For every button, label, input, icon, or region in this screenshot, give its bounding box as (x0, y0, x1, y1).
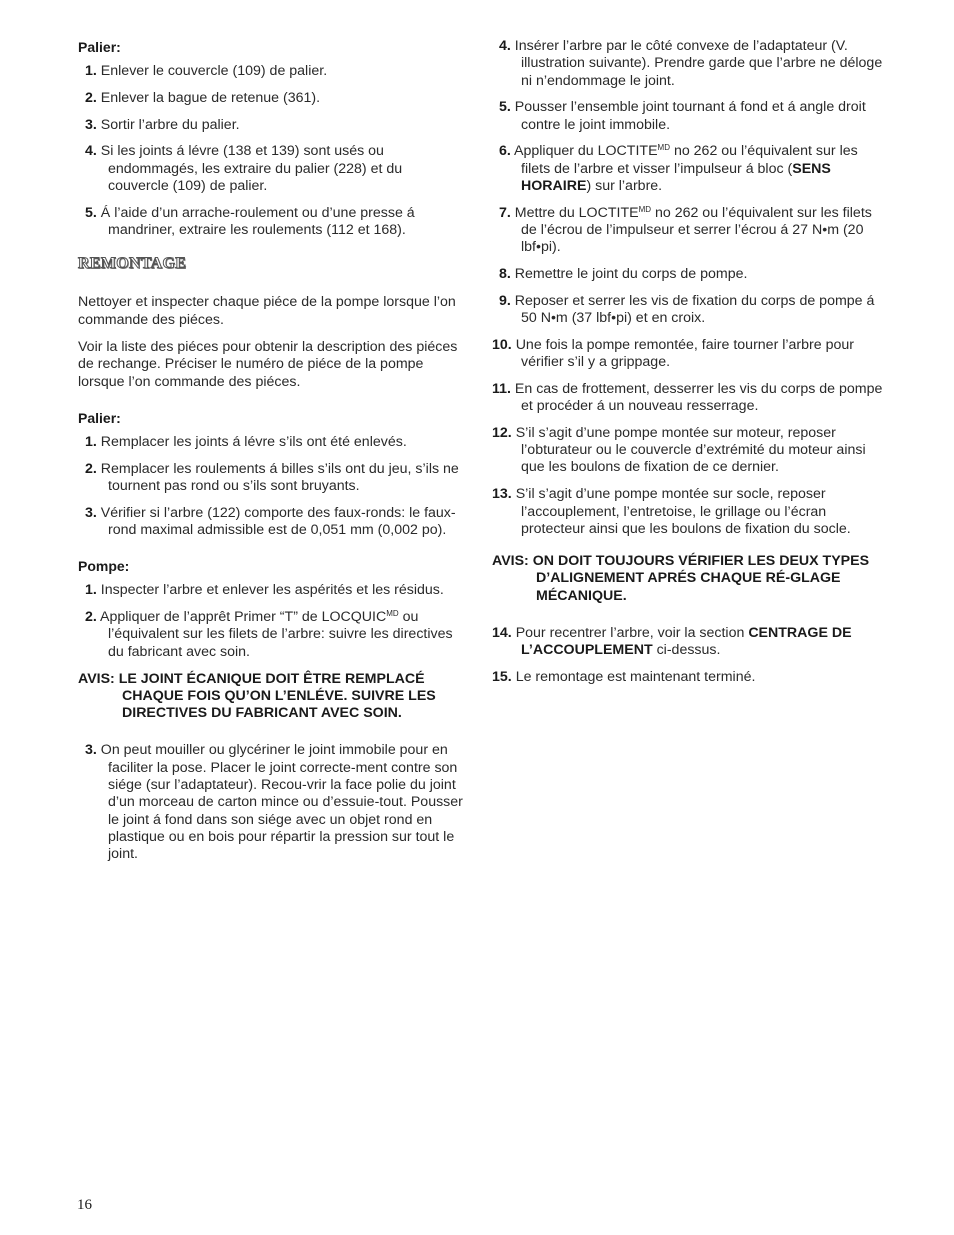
list-item: 13. S’il s’agit d’une pompe montée sur socle, reposer l’accouplement, l’entretoise, le grillage ou l’écran protecteur ainsi que les boulons de fixation du socle. (492, 486, 851, 537)
list-item: 9. Reposer et serrer les vis de fixation du corps de pompe á 50 N•m (37 lbf•pi) et en croix. (499, 293, 875, 327)
list-item: 1. Inspecter l’arbre et enlever les aspérités et les résidus. (85, 582, 444, 599)
pompe-steps-right-2 (492, 337, 884, 538)
palier-reassembly-steps (78, 434, 466, 539)
pompe-title: Pompe: (78, 558, 130, 575)
list-item: 15. Le remontage est maintenant terminé. (492, 669, 756, 686)
list-item: 5. Á l’aide d’un arrache-roulement ou d’une presse á mandriner, extraire les roulements (112 et 168). (85, 204, 415, 239)
list-item: 10. Une fois la pompe remontée, faire tourner l’arbre pour vérifier s’il y a grippage. (492, 336, 854, 370)
pompe-steps (78, 582, 466, 661)
list-item: 3. On peut mouiller ou glycériner le joint immobile pour en faciliter la pose. Placer le joint correcte-ment contre son siége (sur l’adaptateur). Recou-vrir la face polie du joint d’un morceau de carton mince ou d’essuie-tout. Pousser le joint á fond dans son siége avec un objet rond en plastique ou en bois pour répartir la pression sur tout le joint. (85, 742, 463, 863)
remontage-heading: REMONTAGE (78, 255, 187, 273)
list-item: 7. Mettre du $LOCTITE^{MD}$ no 262 ou l’équivalent sur les filets de l’écrou de l’impulseur et serrer l’écrou á 27 N•m (20 lbf•pi). (499, 204, 872, 256)
list-item: 14. Pour recentrer l’arbre, voir la section CENTRAGE DE L’ACCOUPLEMENT ci-dessus. (492, 625, 852, 659)
palier-reassembly-title: Palier: (78, 409, 121, 426)
list-item: 4. Insérer l’arbre par le côté convexe de l’adaptateur (V. illustration suivante). Prendre garde que l’arbre ne déloge ni n’endommage le joint. (499, 38, 883, 89)
list-item: 2. Appliquer de l’apprêt Primer “T” de $LOCQUIC^{MD}$ ou l’équivalent sur les filets de l’arbre: suivre les directives du fabricant avec soin. (85, 609, 453, 660)
list-item: 3. Vérifier si l’arbre (122) comporte des faux-ronds: le faux-rond maximal admissible est de 0,051 mm (0,002 po). (85, 504, 456, 539)
list-item: 1. Enlever le couvercle (109) de palier. (85, 63, 328, 79)
list-item: 4. Si les joints á lévre (138 et 139) sont usés ou endommagés, les extraire du palier (228) et du couvercle (109) de palier. (85, 143, 403, 194)
list-item: 11. En cas de frottement, desserrer les vis du corps de pompe et procéder á un nouveau resserrage. (492, 380, 883, 415)
pompe-steps-continued (78, 742, 466, 863)
notice-alignment: AVIS: ON DOIT TOUJOURS VÉRIFIER LES DEUX TYPES D’ALIGNEMENT APRÉS CHAQUE RÉ-GLAGE MÉCANIQUE. (492, 553, 870, 604)
left-column (78, 38, 466, 879)
list-item: 8. Remettre le joint du corps de pompe. (499, 266, 748, 283)
list-item: 3. Sortir l’arbre du palier. (85, 116, 240, 133)
pompe-steps-right-3 (492, 625, 884, 686)
list-item: 12. S’il s’agit d’une pompe montée sur moteur, reposer l’obturateur ou le couvercle d’extrémité du moteur ainsi que les boulons de fixation de ce dernier. (492, 424, 866, 476)
list-item: 2. Remplacer les roulements á billes s’ils ont du jeu, s’ils ne tournent pas rond ou s’ils sont bruyants. (85, 460, 459, 494)
list-item: 5. Pousser l’ensemble joint tournant á fond et á angle droit contre le joint immobile. (499, 99, 866, 133)
pompe-steps-right (492, 38, 884, 328)
intro-paragraph: Nettoyer et inspecter chaque piéce de la pompe lorsque l’on commande des piéces. (78, 294, 456, 328)
right-column (492, 38, 884, 701)
parts-paragraph: Voir la liste des piéces pour obtenir la description des piéces de rechange. Préciser le numéro de piéce de la pompe lorsque l’on commande des piéces. (78, 338, 458, 390)
page-number: 16 (77, 1197, 92, 1213)
list-item: 6. Appliquer du $LOCTITE^{MD}$ no 262 ou l’équivalent sur les filets de l’arbre et visser l’impulseur á bloc (SENS HORAIRE) sur l’arbre. (499, 143, 858, 195)
notice-seal-replacement: AVIS: LE JOINT ÉCANIQUE DOIT ÊTRE REMPLACÉ CHAQUE FOIS QU’ON L’ENLÉVE. SUIVRE LES DIRECTIVES DU FABRICANT AVEC SOIN. (78, 670, 436, 722)
palier-disassembly-title: Palier: (78, 39, 121, 55)
list-item: 2. Enlever la bague de retenue (361). (85, 89, 321, 106)
palier-disassembly-steps (78, 63, 466, 239)
list-item: 1. Remplacer les joints á lévre s’ils ont été enlevés. (85, 433, 407, 450)
